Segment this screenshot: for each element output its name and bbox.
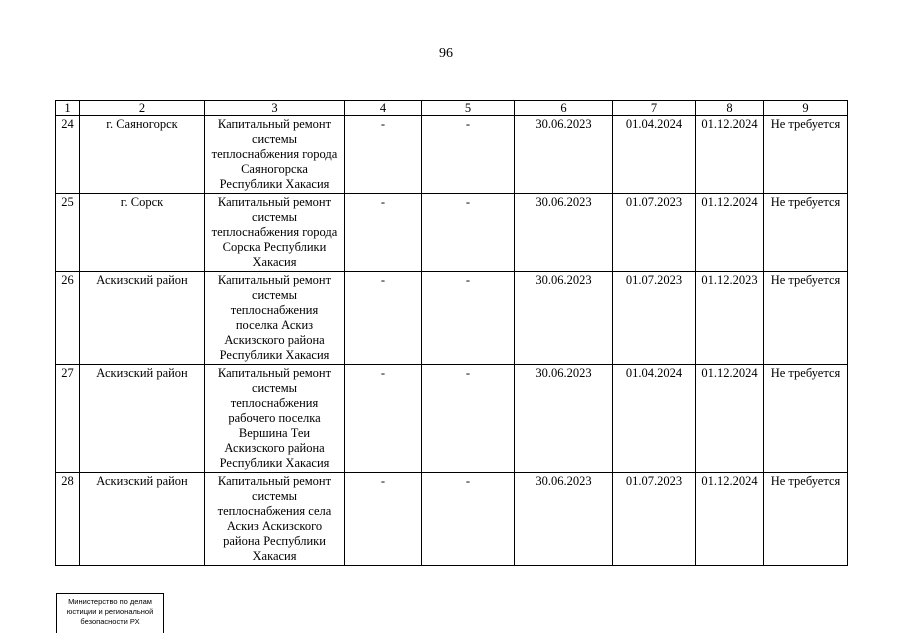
status-cell: Не требуется: [764, 194, 848, 272]
description-line: системы: [251, 288, 298, 302]
description-line: Капитальный ремонт: [217, 195, 332, 209]
municipality: г. Саяногорск: [80, 116, 205, 194]
header-cell: 7: [613, 101, 696, 116]
municipality: Аскизский район: [80, 365, 205, 473]
table-row: [56, 272, 848, 365]
date-col6: 30.06.2023: [515, 365, 613, 473]
status-cell: Не требуется: [764, 365, 848, 473]
description-line: Сорска Республики: [222, 240, 327, 254]
table-row: [56, 194, 848, 272]
description-line: Аскизского района: [224, 441, 325, 455]
header-cell: 1: [56, 101, 80, 116]
date-col6: 30.06.2023: [515, 473, 613, 566]
description-line: системы: [251, 210, 298, 224]
date-col7: 01.04.2024: [613, 365, 696, 473]
ministry-stamp: [56, 593, 164, 633]
description-line: системы: [251, 381, 298, 395]
description-line: теплоснабжения города: [211, 147, 338, 161]
table-row: [56, 365, 848, 473]
description-line: теплоснабжения села: [217, 504, 332, 518]
date-col8: 01.12.2024: [696, 365, 764, 473]
table-row: [56, 116, 848, 194]
description-line: поселка Аскиз: [235, 318, 314, 332]
col4-value: -: [345, 116, 422, 194]
date-col8: 01.12.2024: [696, 116, 764, 194]
description-line: теплоснабжения: [230, 303, 319, 317]
col5-value: -: [422, 473, 515, 566]
description-line: Капитальный ремонт: [217, 117, 332, 131]
stamp-line: Министерство по делам: [68, 597, 152, 606]
municipality: Аскизский район: [80, 473, 205, 566]
description-line: Хакасия: [252, 255, 297, 269]
col5-value: -: [422, 365, 515, 473]
header-cell: 5: [422, 101, 515, 116]
description: [205, 473, 345, 566]
description-line: Республики Хакасия: [219, 456, 330, 470]
status-cell: Не требуется: [764, 116, 848, 194]
status-cell: Не требуется: [764, 473, 848, 566]
description-line: теплоснабжения города: [211, 225, 338, 239]
col5-value: -: [422, 116, 515, 194]
description-line: Саяногорска: [241, 162, 308, 176]
description-line: района Республики: [223, 534, 326, 548]
date-col7: 01.04.2024: [613, 116, 696, 194]
description-line: Капитальный ремонт: [217, 474, 332, 488]
description-line: Хакасия: [252, 549, 297, 563]
table-header-row: [56, 101, 848, 116]
header-cell: 4: [345, 101, 422, 116]
col4-value: -: [345, 365, 422, 473]
description: [205, 272, 345, 365]
description-line: Аскизского района: [224, 333, 325, 347]
description-line: теплоснабжения: [230, 396, 319, 410]
date-col7: 01.07.2023: [613, 272, 696, 365]
page-number: 96: [439, 46, 453, 61]
row-number: 25: [56, 194, 80, 272]
date-col6: 30.06.2023: [515, 272, 613, 365]
row-number: 28: [56, 473, 80, 566]
description: [205, 365, 345, 473]
header-cell: 3: [205, 101, 345, 116]
status-cell: Не требуется: [764, 272, 848, 365]
header-cell: 9: [764, 101, 848, 116]
header-cell: 6: [515, 101, 613, 116]
description-line: системы: [251, 489, 298, 503]
header-cell: 2: [80, 101, 205, 116]
header-cell: 8: [696, 101, 764, 116]
description: [205, 116, 345, 194]
col5-value: -: [422, 194, 515, 272]
stamp-line: юстиции и региональной: [66, 607, 154, 616]
date-col6: 30.06.2023: [515, 194, 613, 272]
row-number: 24: [56, 116, 80, 194]
data-table: [55, 100, 848, 566]
description-line: Капитальный ремонт: [217, 366, 332, 380]
date-col8: 01.12.2023: [696, 272, 764, 365]
col4-value: -: [345, 194, 422, 272]
date-col6: 30.06.2023: [515, 116, 613, 194]
row-number: 26: [56, 272, 80, 365]
description-line: Капитальный ремонт: [217, 273, 332, 287]
row-number: 27: [56, 365, 80, 473]
description-line: системы: [251, 132, 298, 146]
municipality: Аскизский район: [80, 272, 205, 365]
description-line: Республики Хакасия: [219, 348, 330, 362]
date-col7: 01.07.2023: [613, 473, 696, 566]
description-line: Республики Хакасия: [219, 177, 330, 191]
table-row: [56, 473, 848, 566]
stamp-line: безопасности РХ: [80, 617, 140, 626]
description-line: Аскиз Аскизского: [226, 519, 323, 533]
description-line: Вершина Теи: [238, 426, 311, 440]
date-col8: 01.12.2024: [696, 473, 764, 566]
municipality: г. Сорск: [80, 194, 205, 272]
col5-value: -: [422, 272, 515, 365]
col4-value: -: [345, 272, 422, 365]
description-line: рабочего поселка: [228, 411, 321, 425]
description: [205, 194, 345, 272]
col4-value: -: [345, 473, 422, 566]
date-col8: 01.12.2024: [696, 194, 764, 272]
date-col7: 01.07.2023: [613, 194, 696, 272]
